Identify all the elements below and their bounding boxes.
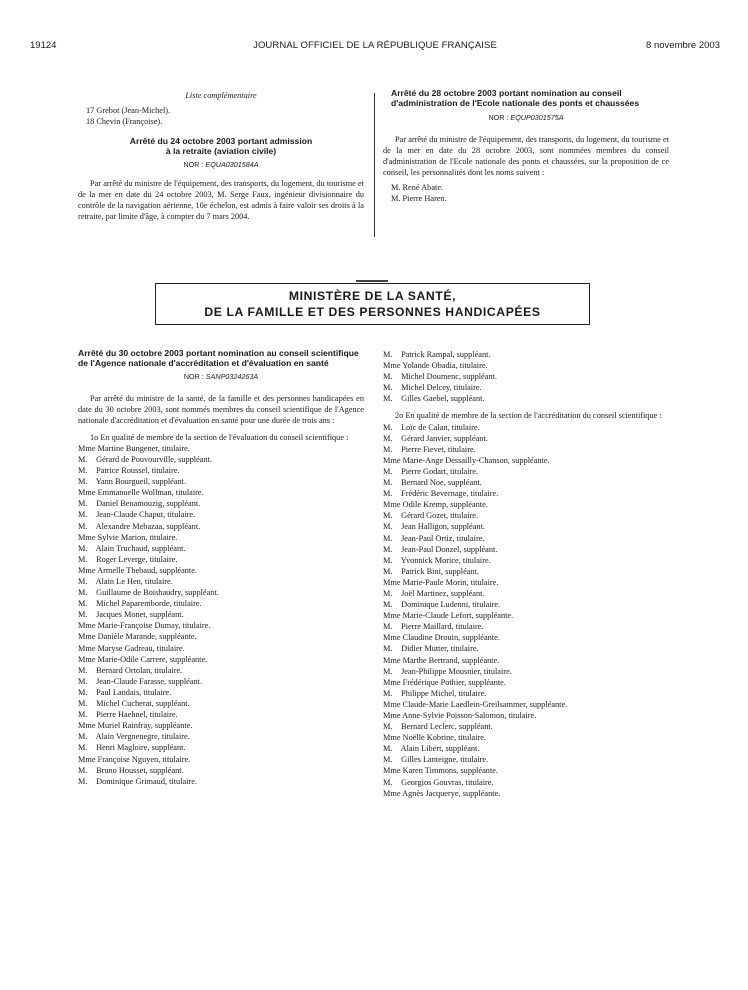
- article-body: Par arrêté du ministre de l'équipement, des transports, du logement, du tourisme et de la mer en date du 24 octobre 2003, M. Serge Faux, ingénieur divisionnaire du contrôle de la navigation aérienne, 10e échelon, est admis à faire valoir ses droits à la retraite, par limite d'âge, à compter du 7 mars 2004.: [78, 178, 364, 222]
- nor-label: NOR :: [488, 113, 511, 123]
- member-entry: [78, 476, 364, 487]
- journal-title: JOURNAL OFFICIEL DE LA RÉPUBLIQUE FRANÇAISE: [253, 40, 497, 51]
- member-name: Daniel Benamouzig, suppléant.: [96, 499, 201, 509]
- member-name: Odile Kremp, suppléante.: [402, 500, 488, 510]
- member-entry: [383, 666, 673, 677]
- member-name: Marie-Odile Carrere, suppléante.: [97, 654, 208, 664]
- member-entry: [78, 654, 364, 665]
- member-name: Noëlle Kobrine, titulaire.: [402, 733, 486, 743]
- member-name: Alain Truchaud, suppléant.: [95, 543, 186, 553]
- member-entry: [78, 598, 364, 609]
- honorific: M.: [78, 577, 88, 586]
- member-entry: [383, 721, 673, 732]
- member-entry: [78, 443, 364, 454]
- publication-date: 8 novembre 2003: [646, 40, 720, 51]
- member-name: Patrick Rampal, suppléant.: [401, 350, 491, 359]
- member-entry: [383, 360, 673, 371]
- member-entry: [383, 521, 673, 532]
- left-bottom-column: [78, 348, 364, 787]
- member-name: Jean-Paul Ortiz, titulaire.: [401, 533, 485, 543]
- honorific: M.: [383, 666, 393, 676]
- member-entry: [78, 554, 364, 565]
- honorific: Mme: [383, 677, 401, 687]
- member-name: Marthe Bertrand, suppléante.: [402, 655, 500, 665]
- article-title: Arrêté du 24 octobre 2003 portant admission: [129, 136, 313, 147]
- honorific: M.: [383, 588, 393, 598]
- member-entry: [383, 743, 673, 754]
- article-title: Arrêté du 28 octobre 2003 portant nomination au conseil d'administration de l'Ecole nationale des ponts et chaussées: [391, 88, 640, 109]
- member-entry: [383, 371, 673, 382]
- honorific: M.: [383, 394, 393, 404]
- member-entry: [78, 576, 364, 587]
- honorific: Mme: [78, 532, 96, 542]
- honorific: Mme: [383, 788, 401, 798]
- member-entry: [78, 665, 364, 676]
- list-item: 18 Chevin (Françoise).: [86, 117, 163, 127]
- member-entry: [383, 732, 673, 743]
- member-name: Françoise Nguyen, titulaire.: [97, 754, 191, 764]
- member-entry: [383, 566, 673, 577]
- honorific: M.: [383, 422, 393, 432]
- member-entry: [78, 765, 364, 776]
- member-name: Paul Landais, titulaire.: [96, 687, 172, 697]
- member-name: Jean-Paul Donzel, suppléant.: [401, 544, 498, 554]
- member-entry: [78, 465, 364, 476]
- nor-reference: [78, 371, 364, 382]
- honorific: M.: [78, 610, 88, 620]
- honorific: M.: [383, 555, 393, 565]
- honorific: M.: [78, 454, 88, 464]
- honorific: M.: [383, 350, 393, 359]
- member-name: Muriel Rainfray, suppléante.: [97, 721, 193, 731]
- supplementary-list-title: Liste complémentaire: [185, 91, 257, 100]
- honorific: M.: [78, 543, 88, 553]
- honorific: M.: [383, 722, 393, 732]
- nor-label: NOR :: [183, 372, 206, 382]
- member-name: Yann Bourgueil, suppléant.: [95, 477, 187, 487]
- member-entry: [78, 742, 364, 753]
- member-name: Bruno Housset, suppléant.: [96, 765, 184, 775]
- honorific: M.: [78, 499, 88, 509]
- member-name: Agnès Jacquerye, suppléante.: [402, 788, 501, 798]
- nor-reference: [78, 159, 364, 170]
- member-entry: [78, 643, 364, 654]
- honorific: M.: [383, 755, 393, 765]
- nor-code: EQUP0301575A: [510, 113, 564, 123]
- page-number: 19124: [30, 40, 57, 51]
- member-name: Pierre Haehnel, titulaire.: [96, 710, 178, 720]
- honorific: M.: [78, 687, 88, 697]
- member-entry: [78, 709, 364, 720]
- member-entry: [383, 643, 673, 654]
- honorific: Mme: [78, 621, 96, 631]
- member-entry: [383, 710, 673, 721]
- honorific: Mme: [78, 565, 96, 575]
- article-body: Par arrêté du ministre de la santé, de la famille et des personnes handicapées en date du 30 octobre 2003, sont nommés membres du conseil scientifique de l'Agence nationale d'accréditation et d'évaluation en santé pour une durée de trois ans :: [78, 393, 364, 425]
- honorific: Mme: [383, 455, 401, 465]
- member-name: Alain Le Hen, titulaire.: [95, 577, 173, 586]
- member-entry: [78, 587, 364, 598]
- member-entry: [78, 521, 364, 532]
- member-name: Claude-Marie Laedlein-Greilsammer, suppléante.: [402, 699, 568, 709]
- honorific: M.: [383, 777, 393, 787]
- member-entry: [78, 543, 364, 554]
- member-name: Jean Halligon, suppléant.: [401, 522, 485, 532]
- member-name: Yvonnick Morice, titulaire.: [400, 555, 491, 565]
- member-name: Alexandre Mebazaa, suppléant.: [95, 521, 201, 531]
- ornament-rule: [356, 280, 388, 282]
- honorific: M.: [78, 765, 88, 775]
- nor-label: NOR :: [183, 159, 206, 169]
- honorific: M.: [78, 588, 88, 598]
- article-title: Arrêté du 30 octobre 2003 portant nomination au conseil scientifique de l'Agence nationale d'accréditation et d'évaluation en santé: [78, 348, 359, 369]
- member-name: Sylvie Marion, titulaire.: [97, 532, 178, 542]
- member-entry: [383, 444, 673, 455]
- member-entry: [78, 565, 364, 576]
- member-name: Michel Doumenc, suppléant.: [401, 372, 497, 382]
- ministry-heading-box: [155, 283, 590, 325]
- member-entry: [78, 731, 364, 742]
- section-heading: 2o En qualité de membre de la section de l'accréditation du conseil scientifique :: [395, 411, 662, 421]
- honorific: M.: [78, 477, 88, 487]
- honorific: M.: [383, 372, 393, 382]
- member-name: Gérard Janvier, suppléant.: [401, 433, 488, 443]
- member-list-continued: [383, 349, 673, 404]
- honorific: M.: [383, 511, 393, 521]
- member-entry: [383, 533, 673, 544]
- member-entry: [383, 610, 673, 621]
- member-name: Emmanuelle Wollman, titulaire.: [97, 488, 204, 498]
- honorific: Mme: [383, 500, 401, 510]
- member-name: Bernard Noe, suppléant.: [401, 478, 482, 488]
- list-item: 17 Grebot (Jean-Michel).: [86, 106, 171, 116]
- honorific: M.: [78, 599, 88, 609]
- member-name: Roger Leverge, titulaire.: [96, 554, 178, 564]
- member-entry: [383, 455, 673, 466]
- member-entry: [383, 765, 673, 776]
- member-entry: [383, 422, 673, 433]
- member-name: Henri Magloire, suppléant.: [96, 743, 186, 753]
- member-name: Michel Cucherat, suppléant.: [96, 699, 190, 709]
- honorific: Mme: [78, 643, 96, 653]
- member-name: Bernard Ortolan, titulaire.: [96, 665, 183, 675]
- member-name: Joël Martinez, suppléant.: [401, 588, 485, 598]
- member-name: Claudine Drouin, suppléante.: [402, 633, 500, 643]
- member-name: Gérard Gozet, titulaire.: [401, 511, 479, 521]
- honorific: M.: [383, 644, 393, 654]
- member-entry: [383, 477, 673, 488]
- member-entry: [78, 687, 364, 698]
- member-name: Karen Timmons, suppléante.: [402, 766, 499, 776]
- member-entry: [383, 382, 673, 393]
- member-name: Alain Libert, suppléant.: [400, 744, 480, 754]
- member-name: Guillaume de Boishaudry, suppléant.: [96, 588, 219, 598]
- member-entry: [383, 677, 673, 688]
- honorific: M.: [383, 688, 393, 698]
- honorific: M.: [383, 600, 393, 610]
- member-name: Michel Delcey, titulaire.: [401, 383, 482, 393]
- member-entry: [383, 632, 673, 643]
- honorific: Mme: [78, 721, 96, 731]
- honorific: Mme: [383, 633, 401, 643]
- honorific: M.: [383, 522, 393, 532]
- member-entry: [78, 676, 364, 687]
- member-entry: [383, 555, 673, 566]
- honorific: Mme: [78, 754, 96, 764]
- member-entry: [78, 720, 364, 731]
- member-name: Georgios Gouvras, titulaire.: [401, 777, 494, 787]
- honorific: M.: [383, 489, 393, 499]
- member-entry: [383, 588, 673, 599]
- honorific: Mme: [78, 488, 96, 498]
- member-name: Patrice Roussel, titulaire.: [96, 466, 180, 476]
- nor-reference: [383, 112, 669, 123]
- member-name: Martine Bungener, titulaire.: [97, 443, 190, 453]
- member-name: Frédérique Pothier, suppléante.: [402, 677, 506, 687]
- member-name: Michel Paparemborde, titulaire.: [96, 599, 202, 609]
- member-name: Jean-Claude Farasse, suppléant.: [96, 676, 203, 686]
- member-name: Jacques Monet, suppléant.: [96, 610, 184, 620]
- member-name: Anne-Sylvie Poisson-Salomon, titulaire.: [402, 711, 537, 720]
- member-entry: [78, 487, 364, 498]
- member-entry: [383, 777, 673, 788]
- honorific: Mme: [383, 733, 401, 743]
- member-entry: [383, 754, 673, 765]
- member-list: [78, 443, 364, 787]
- member-name: Frédéric Bevernage, titulaire.: [401, 489, 499, 499]
- member-name: Pierre Godart, titulaire.: [401, 466, 479, 476]
- member-entry: [383, 621, 673, 632]
- honorific: M.: [78, 743, 88, 753]
- member-entry: [383, 688, 673, 699]
- member-name: Gérard de Pouvourville, suppléant.: [96, 454, 212, 464]
- member-entry: [383, 393, 673, 404]
- honorific: M.: [383, 383, 393, 393]
- member-name: Dominique Grimaud, titulaire.: [96, 776, 198, 786]
- honorific: M.: [78, 676, 88, 686]
- honorific: M.: [383, 622, 393, 632]
- member-name: Didier Mutter, titulaire.: [401, 644, 479, 654]
- member-name: Armelle Thebaud, suppléante.: [97, 565, 197, 575]
- member-entry: [78, 609, 364, 620]
- honorific: M.: [383, 566, 393, 576]
- member-entry: [78, 509, 364, 520]
- honorific: M.: [383, 433, 393, 443]
- honorific: M.: [78, 699, 88, 709]
- ministry-title-line-1: MINISTÈRE DE LA SANTÉ,: [288, 289, 457, 303]
- member-name: Pierre Maillard, titulaire.: [401, 622, 484, 632]
- honorific: Mme: [383, 611, 401, 621]
- member-entry: [78, 498, 364, 509]
- honorific: M.: [383, 533, 393, 543]
- member-name: Pierre Fievet, titulaire.: [401, 444, 476, 454]
- member-name: Loïc de Calan, titulaire.: [401, 422, 480, 432]
- list-item: M. Pierre Haren.: [391, 193, 447, 203]
- member-name: Danièle Marande, suppléante.: [97, 632, 197, 642]
- honorific: M.: [383, 466, 393, 476]
- member-entry: [78, 631, 364, 642]
- honorific: M.: [78, 665, 88, 675]
- member-name: Dominique Ludenni, titulaire.: [401, 600, 501, 610]
- right-bottom-column: [383, 349, 673, 799]
- member-name: Marie-Paule Morin, titulaire.: [402, 577, 499, 587]
- member-entry: [383, 488, 673, 499]
- honorific: Mme: [383, 361, 401, 371]
- ministry-title-line-2: DE LA FAMILLE ET DES PERSONNES HANDICAPÉES: [204, 305, 541, 319]
- article-body: Par arrêté du ministre de l'équipement, des transports, du logement, du tourisme et de la mer en date du 28 octobre 2003, sont nommées membres du conseil d'administration de l'Ecole nationale des ponts et chaussées, sur la proposition de ce conseil, les personnalités dont les noms suivent :: [383, 134, 669, 177]
- member-entry: [78, 620, 364, 631]
- member-entry: [78, 776, 364, 787]
- honorific: M.: [383, 444, 393, 454]
- honorific: M.: [78, 732, 88, 742]
- member-entry: [78, 532, 364, 543]
- member-entry: [383, 577, 673, 588]
- honorific: M.: [78, 466, 88, 476]
- member-entry: [383, 499, 673, 510]
- section-heading: 1o En qualité de membre de la section de l'évaluation du conseil scientifique :: [90, 432, 349, 442]
- honorific: M.: [78, 510, 88, 520]
- nor-code: EQUA0301584A: [205, 159, 259, 169]
- member-name: Alain Vergnenegre, titulaire.: [95, 732, 190, 742]
- member-name: Bernard Leclerc, suppléant.: [401, 722, 493, 732]
- member-entry: [383, 433, 673, 444]
- member-name: Yolande Obadia, titulaire.: [402, 361, 488, 371]
- honorific: M.: [78, 710, 88, 720]
- honorific: M.: [78, 554, 88, 564]
- left-top-column: [78, 90, 364, 222]
- honorific: M.: [383, 744, 393, 754]
- member-name: Patrick Bini, suppléant.: [401, 566, 479, 576]
- member-name: Maryse Gadreau, titulaire.: [97, 643, 185, 653]
- member-entry: [383, 510, 673, 521]
- honorific: Mme: [383, 655, 401, 665]
- page-header: [30, 40, 720, 54]
- member-name: Marie-Françoise Dumay, titulaire.: [97, 621, 211, 631]
- member-entry: [383, 544, 673, 555]
- member-entry: [383, 599, 673, 610]
- list-item: M. René Abate.: [391, 182, 444, 192]
- honorific: M.: [383, 544, 393, 554]
- member-name: Gilles Lanteigne, titulaire.: [401, 755, 489, 765]
- member-name: Philippe Michel, titulaire.: [401, 688, 487, 698]
- member-entry: [78, 754, 364, 765]
- honorific: M.: [78, 521, 88, 531]
- member-entry: [383, 466, 673, 477]
- member-name: Jean-Claude Chaput, titulaire.: [96, 510, 196, 520]
- right-top-column: [383, 88, 669, 204]
- honorific: Mme: [383, 577, 401, 587]
- member-name: Marie-Ange Dessailly-Chanson, suppléante.: [402, 455, 550, 465]
- member-entry: [78, 454, 364, 465]
- column-divider: [374, 93, 375, 237]
- honorific: Mme: [383, 766, 401, 776]
- member-entry: [383, 788, 673, 799]
- member-entry: [383, 655, 673, 666]
- honorific: M.: [78, 776, 88, 786]
- honorific: Mme: [383, 711, 401, 720]
- honorific: Mme: [78, 632, 96, 642]
- honorific: Mme: [78, 654, 96, 664]
- honorific: Mme: [78, 443, 96, 453]
- member-entry: [78, 698, 364, 709]
- honorific: Mme: [383, 699, 401, 709]
- member-entry: [383, 699, 673, 710]
- member-name: Marie-Claude Lefort, suppléante.: [402, 611, 514, 621]
- member-name: Jean-Philippe Mousnier, titulaire.: [401, 666, 512, 676]
- nor-code: SANP0324263A: [205, 372, 259, 382]
- member-name: Gilles Gaebel, suppléant.: [401, 394, 485, 404]
- honorific: M.: [383, 478, 393, 488]
- article-title-line-2: à la retraite (aviation civile): [165, 146, 277, 157]
- member-entry: [383, 349, 673, 360]
- member-list: [383, 422, 673, 799]
